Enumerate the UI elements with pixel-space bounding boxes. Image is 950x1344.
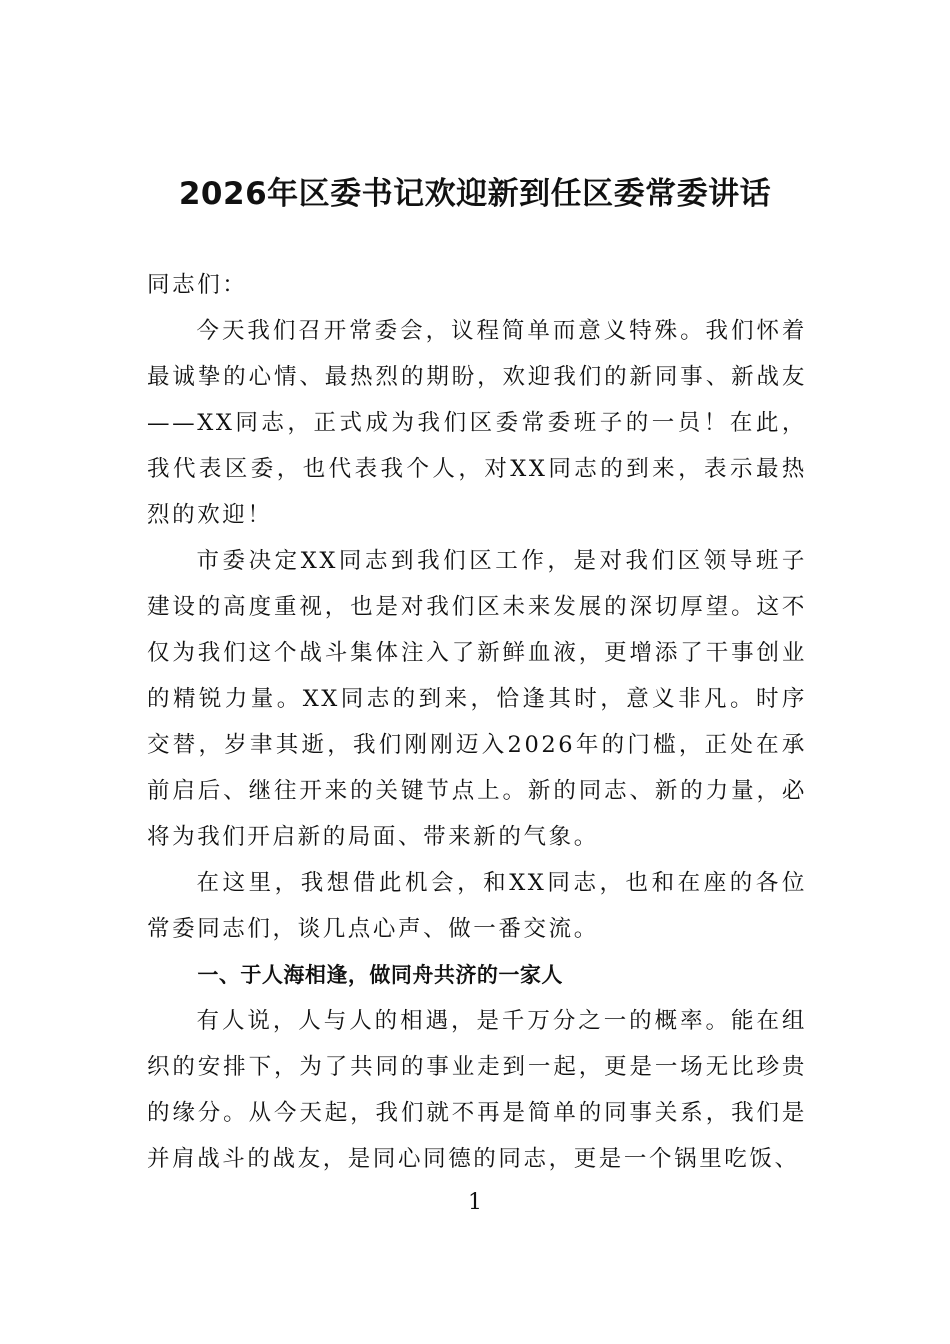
paragraph-municipal-decision: 市委决定XX同志到我们区工作，是对我们区领导班子建设的高度重视，也是对我们区未来发展的深切厚望。这不仅为我们这个战斗集体注入了新鲜血液，更增添了干事创业的精锐力量。XX同志的到来，恰逢其时，意义非凡。时序交替，岁聿其逝，我们刚刚迈入2026年的门槛，正处在承前启后、继往开来的关键节点上。新的同志、新的力量，必将为我们开启新的局面、带来新的气象。	[147, 548, 807, 850]
document-body	[147, 262, 807, 1182]
page-number: 1	[468, 1190, 482, 1215]
salutation: 同志们：	[147, 272, 248, 298]
paragraph-welcome: 今天我们召开常委会，议程简单而意义特殊。我们怀着最诚挚的心情、最热烈的期盼，欢迎我们的新同事、新战友——XX同志，正式成为我们区委常委班子的一员！在此，我代表区委，也代表我个人，对XX同志的到来，表示最热烈的欢迎！	[147, 318, 807, 528]
document-title: 2026年区委书记欢迎新到任区委常委讲话	[178, 176, 772, 212]
paragraph-exchange: 在这里，我想借此机会，和XX同志，也和在座的各位常委同志们，谈几点心声、做一番交流。	[147, 870, 807, 942]
section-heading: 一、于人海相逢，做同舟共济的一家人	[197, 963, 563, 987]
paragraph-section-one: 有人说，人与人的相遇，是千万分之一的概率。能在组织的安排下，为了共同的事业走到一起，更是一场无比珍贵的缘分。从今天起，我们就不再是简单的同事关系，我们是并肩战斗的战友，是同心同德的同志，更是一个锅里吃饭、	[147, 1008, 807, 1172]
